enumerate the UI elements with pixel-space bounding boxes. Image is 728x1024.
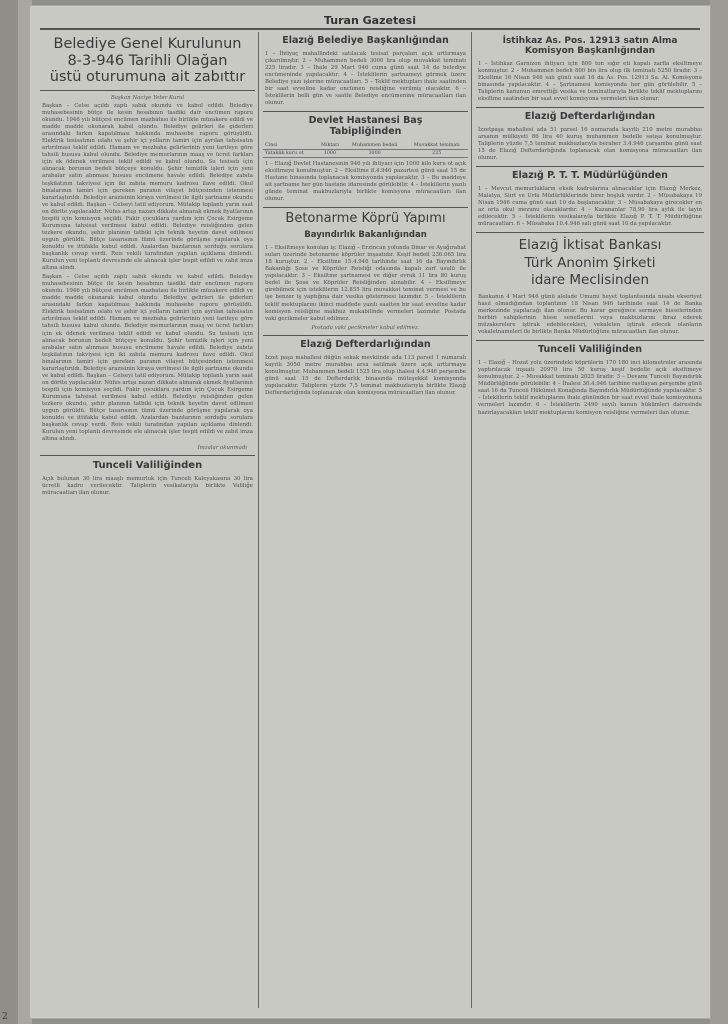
ptt-notice-body: 1 – Mevcut memurlukların eksik kadrolarına alınacaklar için Elazığ Merkez, Malatya, Siirt ve Urfa Müdürlüklerinde birer boşluk vardır. 2 – Müsabakaya 19 Nisan 1946 cuma günü saat 10 da başlanacaktır. 3 – Müsabakaya girecekler en az orta okul mezunu olacaklardır. 4 – Kazananlar 78,90 lira aylık ile tayin edilecektir. 5 – İsteklilerin vesikalarıyla birlikte Elazığ P. T. T. Müdürlüğüne müracaatları. 6 – Müsabaka 10.4.946 salı günü saat 10 da yapılacaktır. <box>478 186 702 228</box>
council-minutes-title <box>40 36 255 86</box>
council-title-line-3: üstü oturumuna ait zabıttır <box>49 69 246 86</box>
council-title-line-1: Belediye Genel Kurulunun <box>53 36 242 52</box>
bridge-notice-subtitle: Bayındırlık Bakanlığından <box>304 230 427 241</box>
rule-b <box>263 207 468 208</box>
page-right-edge <box>710 0 728 1024</box>
masthead: Turan Gazetesi <box>324 14 416 27</box>
council-minutes-body-continued: Başkan – Celse açıldı zaptı sabık okundu ve kabul edildi. Belediye muhasebesinin bütçe ile kesin hesabının tasdiki dair encümen raporu okundu. 1946 yılı bütçesi encümen mazbatası ile birlikte müzakere edildi ve madde madde okunarak kabul olundu. Belediye gelirleri ile giderleri arasındaki farkın kapatılması hakkında muhasebe raporu görüşüldü. Elektrik tesisatının ıslahı ve şehir içi yolların tamiri için ayrılan tahsisatın artırılması teklif edildi. Hamam ve mezbaha gelirlerinin yeni tarifeye göre tahsili hususu kabul olundu. Belediye memurlarının maaş ve ücret farkları için ek ödenek verilmesi teklif edildi ve kabul olundu. Su tesisatı için alınacak borunun bedeli bütçeye konuldu. Şehir temizlik işleri için yeni arabalar satın alınması hususu encümene havale edildi. Belediye zabıta teşkilatının takviyesi için iki zabıta memuru kadrosu ilave edildi. Okul binalarının tamiri için gereken paranın vilayet bütçesinden istenmesi kararlaştırıldı. Belediye arazisinin kiraya verilmesi ile ilgili şartname okundu ve kabul edildi. Başkan – Celseyi tatil ediyorum. Mütakip toplantı yarın saat on dörtte yapılacaktır. Nüfus artışı nazarı dikkate alınarak ekmek fiyatlarının tespiti için komisyon seçildi. Fakir çocuklara yardım için Çocuk Esirgeme Kurumuna tahsisat verilmesi kabul edildi. Belediye reisliğinden gelen tezkere okundu, şehir planının tatbiki için teknik heyetin davet edilmesi uygun görüldü. Bütçe tasarısının tümü üzerinde görüşme yapılarak oya konuldu ve ittifakla kabul edildi. Azalardan bazılarının sorduğu sorulara başkanlık cevap verdi. Reis vekili tarafından yapılan açıklama dinlendi. Kurulun yeni toplantı devresinde ele alınacak işler tespit edildi ve zabıt imza altına alındı. <box>42 274 253 443</box>
table-cell: 3000 <box>344 150 406 158</box>
table-header-row <box>263 142 468 150</box>
table-header: Muvakkat teminatı <box>405 142 468 150</box>
hospital-notice-title <box>263 116 468 138</box>
table-cell: Yataklık kuru ot <box>263 150 316 158</box>
bank-title-line-2: Türk Anonim Şirketi <box>524 254 656 271</box>
table-cell: 225 <box>405 150 468 158</box>
bridge-notice-title: Betonarme Köprü Yapımı <box>285 211 446 227</box>
column-1 <box>40 32 255 1010</box>
table-header: Miktarı <box>316 142 343 150</box>
council-signatures: İmzalar okunmadı <box>197 445 247 452</box>
procurement-notice-body: 1 – İstihkaz Garnizon ihtiyacı için 800 ton sığır eti kapalı zarfla eksiltmeye konmuştur. 2 – Muhammen bedeli 800 bin lira olup ilk teminatı 5250 liradır. 3 – Eksiltme 16 Nisan 946 salı günü saat 16 da As. Pos. 12913 Sa. Al. Komisyonu binasında yapılacaktır. 4 – Şartnamesi komisyonda her gün görülebilir. 5 – Taliplerin kanunun emrettiği vesika ve teminatlarıyla birlikte teklif mektuplarını eksiltme saatinden bir saat evvel komisyona vermeleri ilan olunur. <box>478 60 702 102</box>
table-header: Cinsi <box>263 142 316 150</box>
ptt-notice-title: Elazığ P. T. T. Müdürlüğünden <box>512 170 668 182</box>
hospital-title-line-2: Tabipliğinden <box>329 126 402 138</box>
council-subhead: Başkan Naciye Yeter Kurul <box>110 95 185 102</box>
column-3 <box>476 32 704 1010</box>
bank-title-line-3: idare Meclisinden <box>530 272 650 289</box>
bank-title-line-1: Elazığ İktisat Bankası <box>518 237 662 254</box>
bridge-notice-footer: Postada vaki gecikmeler kabul edilmez. <box>311 324 420 331</box>
tunceli-notice-body: Açık bulunan 30 lira maaşlı memurluk için Tunceli Kaleyakasına 30 lira ücretli kadro verilecektir. Taliplerin vesikalarıyla birlikte Valiliğe müracaatları ilan olunur. <box>42 475 253 496</box>
hospital-title-line-1: Devlet Hastanesi Baş <box>308 115 423 127</box>
column-rule-2 <box>471 32 472 1008</box>
page-number: 2 <box>2 1012 8 1022</box>
rule-d <box>476 107 704 108</box>
bridge-notice-body: 1 – Eksiltmeye konulan iş: Elazığ – Erzincan yolunda Dinar ve Ayağırahat suları üzerinde betonarme köprüler inşaatıdır. Keşif bedeli 236.065 lira 18 kuruştur. 2 – Eksiltme 15.4.946 tarihinde saat 16 da Bayındırlık Bakanlığı Şose ve Köprüler Reisliği odasında kapalı zarf usulü ile yapılacaktır. 3 – Eksiltme şartnamesi ve diğer evrak 11 lira 80 kuruş bedel ile Şose ve Köprüler Reisliğinden alınabilir. 4 – Eksiltmeye girebilmek için isteklilerin 12.855 lira muvakkat teminat vermesi ve bu işe benzer iş yaptığına dair vesika göstermesi lazımdır. 5 – İsteklilerin teklif mektuplarını ikinci maddede yazılı saatten bir saat evveline kadar komisyon reisliğine makbuz mukabilinde vermeleri lazımdır. Postada vaki gecikmeler kabul edilmez. <box>265 245 466 322</box>
notice-rule <box>40 455 255 456</box>
municipality-notice-body: 1 – İhtiyaç mahallindeki satılacak tesisat parçaları açık arttırmaya çıkarılmıştır. 2 – Muhammen bedeli 3000 lira olup muvakkat teminatı 225 liradır. 3 – İhale 29 Mart 946 cuma günü saat 14 de belediye encümeninde yapılacaktır. 4 – İsteklilerin şartnameyi görmek üzere Belediye yazı işlerine müracaatları. 5 – Teklif mektupları ihale saatinden bir saat evveline kadar encümen reisliğine verilmiş olacaktır. 6 – İsteklilerin belli gün ve saatte Belediye encümenine müracaatları ilan olunur. <box>265 50 466 107</box>
rule-f <box>476 232 704 233</box>
tunceli-notice-title: Tunceli Valiliğinden <box>92 460 203 472</box>
rule-e <box>476 166 704 167</box>
procurement-notice-title <box>476 36 704 57</box>
council-minutes-body: Başkan – Celse açıldı zaptı sabık okundu ve kabul edildi. Belediye muhasebesinin bütçe ile kesin hesabının tasdiki dair encümen raporu okundu. 1946 yılı bütçesi encümen mazbatası ile birlikte müzakere edildi ve madde madde okunarak kabul olundu. Belediye gelirleri ile giderleri arasındaki farkın kapatılması hakkında muhasebe raporu görüşüldü. Elektrik tesisatının ıslahı ve şehir içi yolların tamiri için ayrılan tahsisatın artırılması teklif edildi. Hamam ve mezbaha gelirlerinin yeni tarifeye göre tahsili hususu kabul olundu. Belediye memurlarının maaş ve ücret farkları için ek ödenek verilmesi teklif edildi ve kabul olundu. Su tesisatı için alınacak borunun bedeli bütçeye konuldu. Şehir temizlik işleri için yeni arabalar satın alınması hususu encümene havale edildi. Belediye zabıta teşkilatının takviyesi için iki zabıta memuru kadrosu ilave edildi. Okul binalarının tamiri için gereken paranın vilayet bütçesinden istenmesi kararlaştırıldı. Belediye arazisinin kiraya verilmesi ile ilgili şartname okundu ve kabul edildi. Başkan – Celseyi tatil ediyorum. Mütakip toplantı yarın saat on dörtte yapılacaktır. Nüfus artışı nazarı dikkate alınarak ekmek fiyatlarının tespiti için komisyon seçildi. Fakir çocuklara yardım için Çocuk Esirgeme Kurumuna tahsisat verilmesi kabul edildi. Belediye reisliğinden gelen tezkere okundu, şehir planının tatbiki için teknik heyetin davet edilmesi uygun görüldü. Bütçe tasarısının tümü üzerinde görüşme yapılarak oya konuldu ve ittifakla kabul edildi. Azalardan bazılarının sorduğu sorulara başkanlık cevap verdi. Reis vekili tarafından yapılan açıklama dinlendi. Kurulun yeni toplantı devresinde ele alınacak işler tespit edildi ve zabıt imza altına alındı. <box>42 103 253 272</box>
finance-notice-2-title: Elazığ Defterdarlığından <box>524 110 656 122</box>
rule-g <box>476 340 704 341</box>
procurement-title-line-2: Komisyon Başkanlığından <box>524 46 656 57</box>
table-cell: 1000 <box>316 150 343 158</box>
hospital-notice-body: 1 – Elazığ Devlet Hastanesinin 946 yılı ihtiyacı için 1000 kilo kuru ot açık eksiltmeye konulmuştur. 2 – Eksiltme 8.4.946 pazartesi günü saat 15 de Hastane binasında toplanacak komisyonda yapılacaktır. 3 – Bu maddeye ait şartname her gün hastane idaresinde görülebilir. 4 – İsteklilerin yazılı günde teminat makbuzlarıyla birlikte komisyona müracaatları ilan olunur. <box>265 161 466 203</box>
tunceli-notice-2-body: 1 – Elazığ – Hozat yolu üzerindeki köprülerin 170 180 inci kilometreler arasında yaptırılacak inşaatı 20970 lira 50 kuruş keşif bedelle açık eksiltmeye konulmuştur. 2 – Muvakkat teminatı 2025 liradır. 3 – Devamı Tunceli Bayındırlık Müdürlüğünde görülebilir. 4 – İhalesi 30.4.946 tarihine rastlayan perşembe günü saat 16 da Tunceli Hükümet Konağında Bayındırlık Müdürlüğünde yapılacaktır. 5 – İsteklilerin teklif mektuplarını ihale gününden bir saat evvel ihale komisyonuna vermeleri lazımdır. 6 – İsteklilerin 2490 sayılı kanun hükümleri dairesinde hazırlayacakları teklif mektuplarını komisyon reisliğine vermeleri ilan olunur. <box>478 360 702 416</box>
finance-notice-title: Elazığ Defterdarlığından <box>300 338 431 350</box>
newspaper-page <box>30 6 710 1018</box>
bank-notice-title <box>476 237 704 290</box>
finance-notice-2-body: İzzetpaşa mahallesi ada 51 parsel 16 numarada kayıtlı 210 metre murabbaı arsanın mülkiyeti 86 lira 40 kuruş muhammen bedelle satışa konulmuştur. Taliplerin yüzde 7,5 teminat makbuzlarıyla beraber 3.4.946 çarşamba günü saat 15 de Elazığ Defterdarlığında toplanacak olan komisyona müracaatları ilan olunur. <box>478 126 702 162</box>
tunceli-notice-2-title: Tunceli Valiliğinden <box>538 344 642 356</box>
title-rule <box>40 90 255 91</box>
column-rule-1 <box>258 32 259 1008</box>
municipality-notice-title: Elazığ Belediye Başkanlığından <box>282 35 449 46</box>
table-header: Muhammen bedeli <box>344 142 406 150</box>
council-title-line-2: 8-3-946 Tarihli Olağan <box>67 52 228 69</box>
rule-c <box>263 335 468 336</box>
procurement-title-line-1: İstihkaz As. Pos. 12913 satın Alma <box>502 36 678 46</box>
finance-notice-body: İzzet paşa mahallesi düğün sokak mevkiinde ada 113 parsel 1 numaralı kayıtlı 3050 metre murabbaı arsa satılmak üzere açık arttırmaya konulmuştur. Muhammen bedeli 1525 lira olup ihalesi 4.4.946 perşembe günü saat 15 de Defterdarlık binasında müteşekkil komisyonda yapılacaktır. Taliplerin yüzde 7,5 teminat makbuzlarıyla birlikte Elazığ Defterdarlığında toplanacak olan komisyona müracaatları ilan olunur. <box>265 354 466 396</box>
masthead-rule <box>40 28 700 30</box>
table-row <box>263 150 468 158</box>
column-2 <box>263 32 468 1010</box>
rule-a <box>263 111 468 112</box>
bank-notice-body: Bankanın 4 Mart 946 günü alelade Umumi heyet toplantısında nisabı ekseriyet hasıl olmadığından toplantının 18 Nisan 946 tarihinde saat 14 de Banka merkezinde yapılacağı ilan olunur. Bu karar gereğince sermaye hisselerinden herbiri sahiplerinin hisse senetlerini veya makbuzlarını ibraz ederek müzakerelere iştirak edebilecekleri, vekaleten iştirak edecek olanların vekaletnameleri ile birlikte Banka Müdürlüğüne müracaatları ilan olunur. <box>478 293 702 336</box>
hospital-fees-table <box>263 142 468 158</box>
